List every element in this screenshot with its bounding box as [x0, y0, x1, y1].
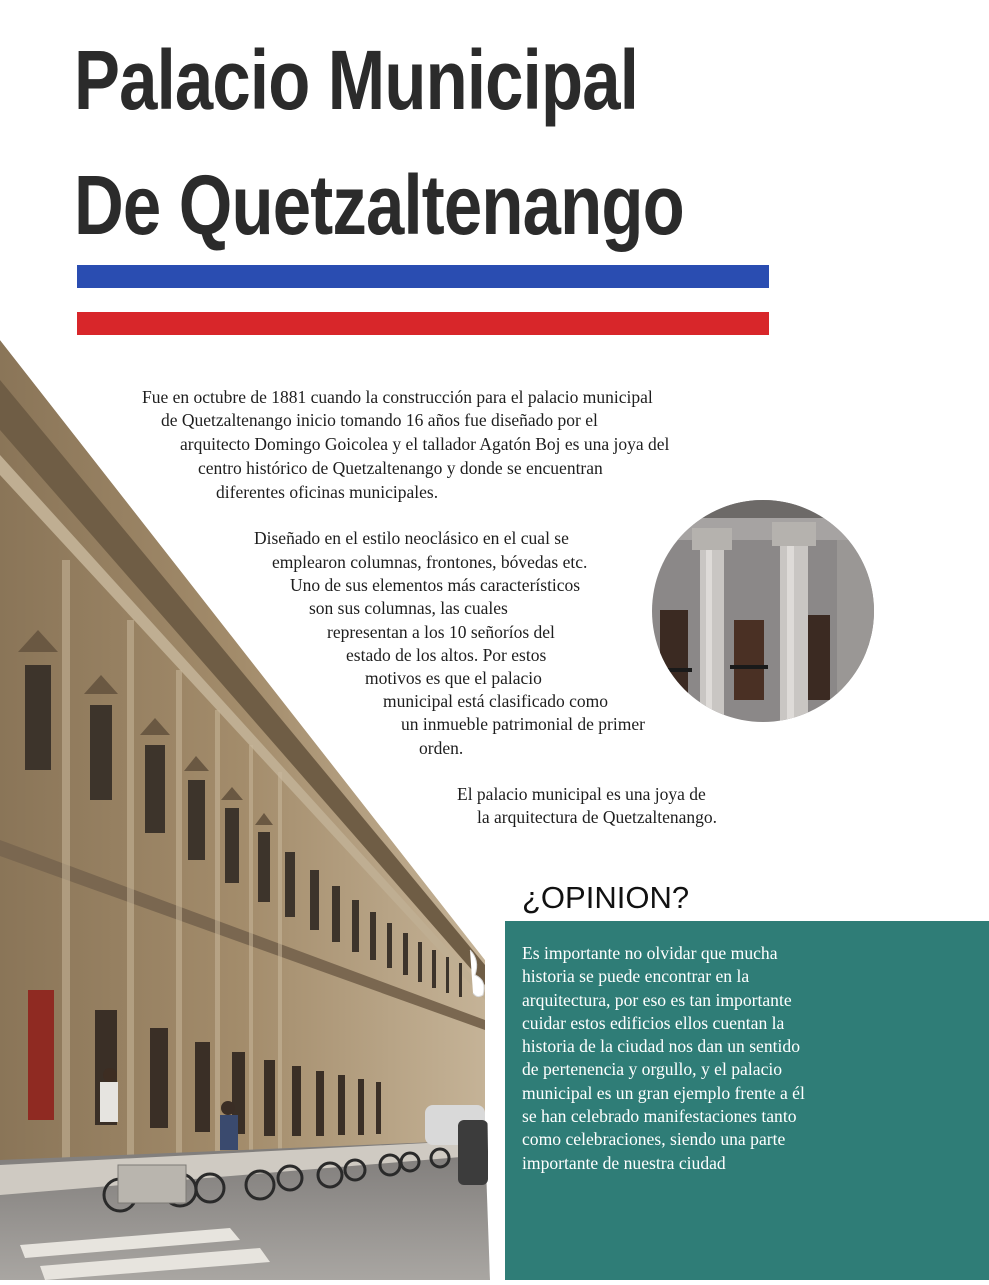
design-line: Uno de sus elementos más característicos	[290, 575, 581, 595]
opinion-line: importante de nuestra ciudad	[522, 1152, 726, 1173]
page-title-line-2: De Quetzaltenango	[74, 158, 684, 252]
design-line: un inmueble patrimonial de primer	[401, 714, 645, 734]
columns-photo	[652, 500, 874, 722]
opinion-line: historia se puede encontrar en la	[522, 966, 750, 987]
page-title-line-1: Palacio Municipal	[74, 33, 639, 127]
design-line: representan a los 10 señoríos del	[327, 622, 555, 642]
intro-line: diferentes oficinas municipales.	[216, 482, 439, 502]
design-line: son sus columnas, las cuales	[309, 598, 508, 618]
closing-line: El palacio municipal es una joya de	[457, 784, 706, 804]
design-line: emplearon columnas, frontones, bóvedas etc.	[272, 552, 588, 572]
closing-line: la arquitectura de Quetzaltenango.	[477, 807, 718, 827]
design-line: Diseñado en el estilo neoclásico en el cual se	[254, 528, 569, 548]
columns-photo-illustration	[652, 500, 874, 722]
opinion-line: arquitectura, por eso es tan importante	[522, 989, 792, 1010]
opinion-line: como celebraciones, siendo una parte	[522, 1129, 786, 1150]
opinion-heading: ¿OPINION?	[522, 880, 690, 915]
intro-line: arquitecto Domingo Goicolea y el tallador Agatón Boj es una joya del	[180, 434, 670, 454]
opinion-line: cuidar estos edificios ellos cuentan la	[522, 1012, 785, 1033]
design-line: estado de los altos. Por estos	[346, 645, 547, 665]
opinion-text	[522, 942, 805, 1175]
opinion-line: Es importante no olvidar que mucha	[522, 943, 778, 963]
design-line: municipal está clasificado como	[383, 691, 608, 711]
opinion-line: historia de la ciudad nos dan un sentido	[522, 1036, 801, 1057]
opinion-line: de pertenencia y orgullo, y el palacio	[522, 1059, 783, 1080]
intro-line: Fue en octubre de 1881 cuando la construcción para el palacio municipal	[142, 387, 653, 407]
design-line: motivos es que el palacio	[365, 668, 542, 688]
opinion-line: se han celebrado manifestaciones tanto	[522, 1106, 797, 1127]
intro-line: de Quetzaltenango inicio tomando 16 años fue diseñado por el	[161, 410, 598, 430]
opinion-line: municipal es un gran ejemplo frente a él	[522, 1082, 805, 1103]
intro-line: centro histórico de Quetzaltenango y donde se encuentran	[198, 458, 603, 478]
design-line: orden.	[419, 738, 464, 758]
